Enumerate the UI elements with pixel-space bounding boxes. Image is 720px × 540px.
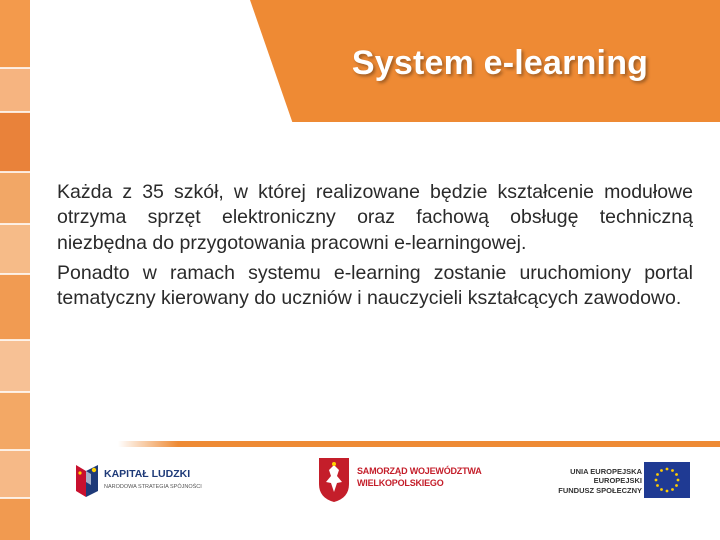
wielkopolska-crest-icon — [317, 456, 351, 504]
eu-line3: FUNDUSZ SPOŁECZNY — [558, 485, 642, 495]
band-separator — [0, 67, 30, 69]
left-decorative-band — [0, 0, 30, 540]
body-paragraph: Ponadto w ramach systemu e-learning zostanie uruchomiony portal tematyczny kierowany do uczniów i nauczycieli kształcących zawodowo. — [57, 262, 693, 310]
band-stripe — [0, 224, 30, 274]
footer-divider — [118, 441, 720, 447]
band-stripe — [0, 340, 30, 392]
band-separator — [0, 223, 30, 225]
eu-line1: UNIA EUROPEJSKA — [570, 467, 642, 476]
eu-logo — [558, 462, 700, 506]
band-stripe — [0, 172, 30, 224]
band-separator — [0, 391, 30, 393]
band-stripe — [0, 274, 30, 340]
band-stripe — [0, 392, 30, 450]
band-stripe — [0, 450, 30, 498]
band-separator — [0, 449, 30, 451]
eu-text — [558, 467, 642, 495]
band-stripe — [0, 112, 30, 172]
band-separator — [0, 273, 30, 275]
band-stripe — [0, 68, 30, 112]
band-separator — [0, 171, 30, 173]
body-paragraph: Każda z 35 szkół, w której realizowane będzie kształcenie modułowe otrzyma sprzęt elektroniczny oraz fachową obsługę techniczną niezbędna do przygotowania pracowni e-learningowej. — [57, 181, 693, 254]
eu-line2: EUROPEJSKI — [593, 476, 642, 486]
slide-title: System e-learning — [351, 44, 649, 82]
kapital-ludzki-name: KAPITAŁ LUDZKI — [104, 468, 191, 480]
band-separator — [0, 497, 30, 499]
band-separator — [0, 111, 30, 113]
band-separator — [0, 339, 30, 341]
samorzad-line2: WIELKOPOLSKIEGO — [357, 478, 444, 488]
band-stripe — [0, 498, 30, 540]
slide-body — [57, 180, 693, 317]
kapital-ludzki-logo — [72, 459, 207, 503]
eu-flag-icon — [644, 462, 690, 498]
band-stripe — [0, 0, 30, 68]
kapital-ludzki-subtitle: NARODOWA STRATEGIA SPÓJNOŚCI — [104, 484, 202, 490]
kapital-ludzki-logo-icon — [72, 461, 102, 501]
samorzad-line1: SAMORZĄD WOJEWÓDZTWA — [357, 466, 482, 476]
samorzad-logo — [317, 456, 482, 504]
